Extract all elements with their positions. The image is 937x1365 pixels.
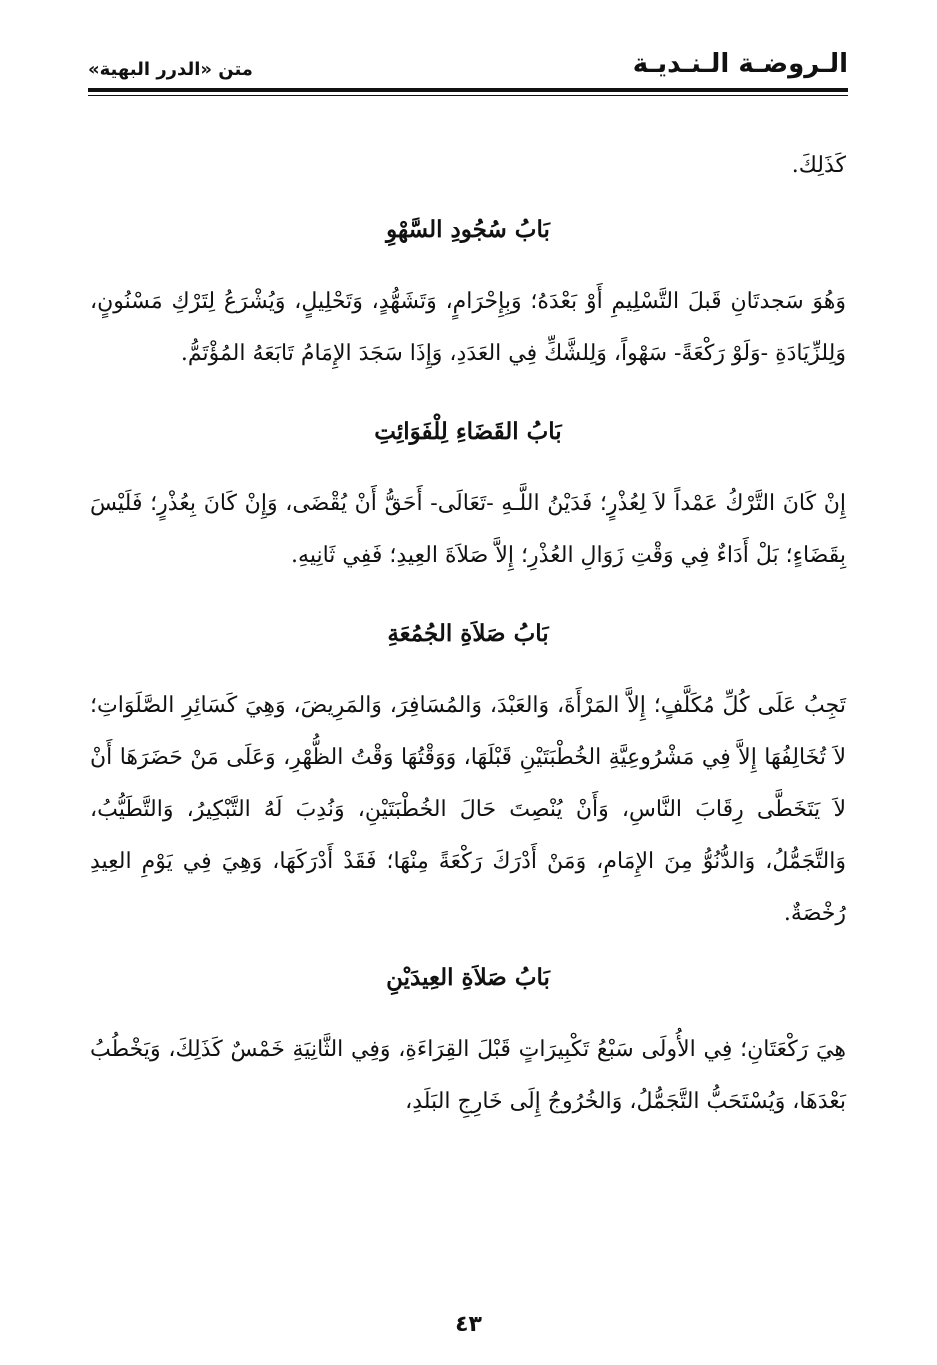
section-body-qada-lil-fawait: إِنْ كَانَ التَّرْكُ عَمْداً لاَ لِعُذْرٍ؛ فَدَيْنُ اللَّـهِ -تَعَالَى- أَحَقُّ أَنْ يُقْضَى، وَإِنْ كَانَ بِعُذْرٍ؛ فَلَيْسَ بِقَضَاءٍ؛ بَلْ أَدَاءٌ فِي وَقْتِ زَوَالِ العُذْرِ؛ إِلاَّ صَلاَةَ العِيدِ؛ فَفِي ثَانِيهِ.: [90, 491, 846, 568]
page-number: ٤٣: [455, 1312, 482, 1337]
section-body-salat-al-eidain: هِيَ رَكْعَتَانِ؛ فِي الأُولَى سَبْعُ تَكْبِيرَاتٍ قَبْلَ القِرَاءَةِ، وَفِي الثَّانِيَةِ خَمْسٌ كَذَلِكَ، وَيَخْطُبُ بَعْدَهَا، وَيُسْتَحَبُّ التَّجَمُّلُ، وَالخُرُوجُ إِلَى خَارِجِ البَلَدِ،: [90, 1037, 846, 1114]
section-heading-salat-al-eidain: بَابُ صَلاَةِ العِيدَيْنِ: [386, 964, 550, 991]
section-body-sujud-al-sahw: وَهُوَ سَجدتَانِ قَبلَ التَّسْلِيمِ أَوْ بَعْدَهُ؛ وَبِإِحْرَامٍ، وَتَشَهُّدٍ، وَتَحْلِيلٍ، وَيُشْرَعُ لِتَرْكِ مَسْنُونٍ، وَلِلزِّيَادَةِ -وَلَوْ رَكْعَةً- سَهْواً، وَلِلشَّكِّ فِي العَدَدِ، وَإِذَا سَجَدَ الإِمَامُ تَابَعَهُ المُؤْتَمُّ.: [90, 289, 846, 366]
header-rule-thin: [88, 95, 848, 96]
section-heading-salat-al-jumua: بَابُ صَلاَةِ الجُمُعَةِ: [387, 620, 549, 647]
page-content: [90, 140, 846, 1128]
section-heading-sujud-al-sahw: بَابُ سُجُودِ السَّهْوِ: [386, 216, 550, 243]
section-heading-qada-lil-fawait: بَابُ القَضَاءِ لِلْفَوَائِتِ: [374, 418, 562, 445]
book-title: الـروضـة الـنـديـة: [632, 49, 848, 79]
header-rule-thick: [88, 88, 848, 92]
lead-text: كَذَلِكَ.: [791, 153, 846, 178]
section-body-salat-al-jumua: تَجِبُ عَلَى كُلِّ مُكَلَّفٍ؛ إِلاَّ المَرْأَةَ، وَالعَبْدَ، وَالمُسَافِرَ، وَالمَرِيضَ، وَهِيَ كَسَائِرِ الصَّلَوَاتِ؛ لاَ تُخَالِفُهَا إِلاَّ فِي مَشْرُوعِيَّةِ الخُطْبَتَيْنِ قَبْلَهَا، وَوَقْتُهَا وَقْتُ الظُّهْرِ، وَعَلَى مَنْ حَضَرَهَا أَنْ لاَ يَتَخَطَّى رِقَابَ النَّاسِ، وَأَنْ يُنْصِتَ حَالَ الخُطْبَتَيْنِ، وَنُدِبَ لَهُ التَّبْكِيرُ، وَالتَّطَيُّبُ، وَالتَّجَمُّلُ، وَالدُّنُوُّ مِنَ الإِمَامِ، وَمَنْ أَدْرَكَ رَكْعَةً مِنْهَا؛ فَقَدْ أَدْرَكَهَا، وَهِيَ فِي يَوْمِ العِيدِ رُخْصَةٌ.: [90, 693, 846, 926]
book-subtitle: متن «الدرر البهية»: [88, 59, 253, 80]
